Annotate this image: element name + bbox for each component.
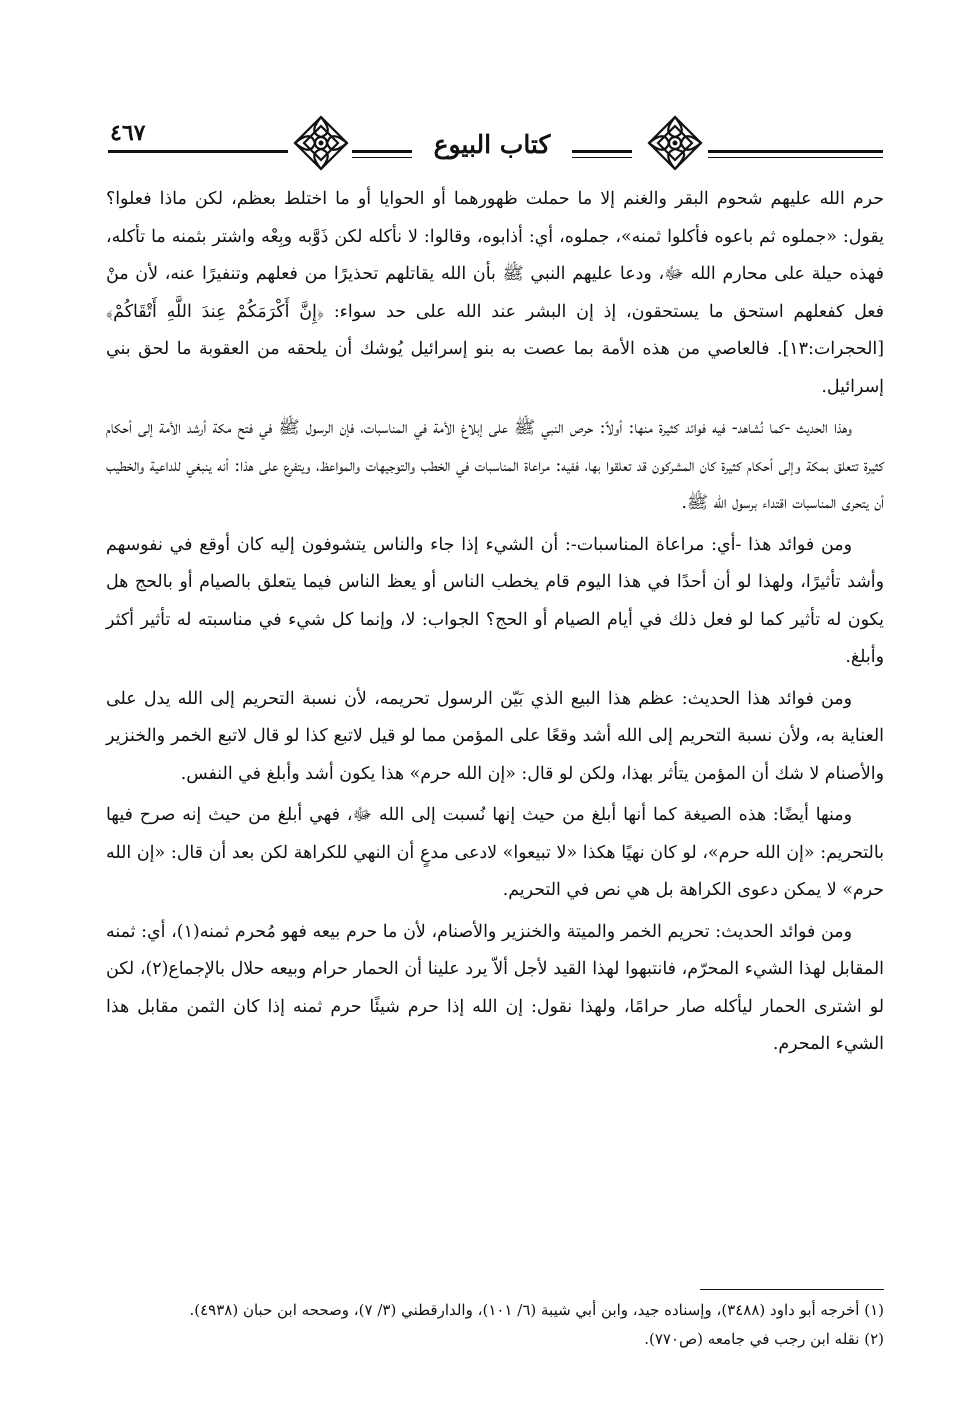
header-rule-right-thin [708, 157, 883, 158]
body-paragraph: ومن فوائد الحديث: تحريم الخمر والميتة والخنزير والأصنام، لأن ما حرم بيعه فهو مُحرم ثمنه(١)، أي: ثمنه المقابل لهذا الشيء المحرّم، فانتبهوا لهذا القيد لأجل ألاّ يرد علينا أن الحمار حرام وبيعه حلال بالإجماع(٢)، لكن لو اشترى الحمار ليأكله صار حرامًا، ولهذا نقول: إن الله إذا حرم شيئًا حرم ثمنه إذا كان الثمن مقابل هذا الشيء المحرم. [106, 921, 884, 1054]
body-paragraph: وهذا الحديث -كما نُشاهد- فيه فوائد كثيرة منها: أولاً: حرص النبي ﷺ على إبلاغ الأمة في المناسبات، فإن الرسول ﷺ في فتح مكة أرشد الأمة إلى أحكام كثيرة تتعلق بمكة وإلى أحكام كثيرة كان المشركون قد تعلقوا بها، ففيه: مراعاة المناسبات في الخطب والتوجيهات والمواعظ، ويتفرع على هذا: أنه ينبغي للداعية والخطيب أن يتحرى المناسبات اقتداء برسول الله ﷺ. [106, 418, 884, 513]
body-paragraph: حرم الله عليهم شحوم البقر والغنم إلا ما حملت ظهورهما أو الحوايا أو ما اختلط بعظم، لكن ماذا فعلوا؟ يقول: «جملوه ثم باعوه فأكلوا ثمنه»، جملوه، أي: أذابوه، وقالوا: لا نأكله لكن ذَوَّبه وبِعْه واشتر بثمنه ما تأكله، فهذه حيلة على محارم الله ﷻ، ودعا عليهم النبي ﷺ بأن الله يقاتلهم تحذيرًا من فعلهم وتنفيرًا عنه، لأن منْ فعل كفعلهم استحق ما يستحقون، إذ إن البشر عند الله على حد سواء: ﴿إِنَّ أَكْرَمَكُمْ عِندَ اللَّهِ أَتْقَاكُمْ﴾ [الحجرات:١٣]. فالعاصي من هذه الأمة بما عصت به بنو إسرائيل يُوشك أن يلحقه من العقوبة ما لحق بني إسرائيل. [106, 189, 884, 397]
header-rule-mid-right-thin [572, 157, 632, 158]
page-header [100, 110, 883, 180]
footnote: (٢) نقله ابن رجب في جامعه (ص٧٧٠). [644, 1330, 884, 1348]
body-paragraph: ومن فوائد هذا الحديث: عظم هذا البيع الذي بَيّن الرسول تحريمه، لأن نسبة التحريم إلى الله يدل على العناية به، ولأن نسبة التحريم إلى الله أشد وقعًا على المؤمن مما لو قيل لاتبع كذا لو قال لاتبع الخمر والخنزير والأصنام لا شك أن المؤمن يتأثر بهذا، ولكن لو قال: «إن الله حرم» هذا يكون أشد وأبلغ في النفس. [106, 688, 884, 784]
page-number: ٤٦٧ [110, 120, 146, 146]
header-rule-mid-left-thin [352, 157, 412, 158]
header-rule-mid-right [572, 150, 632, 153]
footnote: (١) أخرجه أبو داود (٣٤٨٨)، وإسناده جيد، وابن أبي شيبة (٦/ ١٠١)، والدارقطني (٣/ ٧)، وصححه ابن حبان (٤٩٣٨). [189, 1301, 884, 1319]
header-rule-left [178, 150, 288, 153]
body-paragraph: ومنها أيضًا: هذه الصيغة كما أنها أبلغ من حيث إنها نُسبت إلى الله ﷻ، فهي أبلغ من حيث إنه صرح فيها بالتحريم: «إن الله حرم»، لو كان نهيًا هكذا «لا تبيعوا» لادعى مدعٍ أن النهي للكراهة لكن بعد أن قال: «إن الله حرم» لا يمكن دعوى الكراهة بل هي نص في التحريم. [106, 805, 884, 900]
floral-ornament-right-icon [646, 114, 704, 172]
page-body [106, 181, 884, 1064]
footnotes [106, 1296, 884, 1354]
page-number-underline [108, 150, 178, 153]
footnote-separator [700, 1289, 884, 1290]
header-rule-right [708, 150, 883, 153]
book-title: كتاب البيوع [433, 130, 551, 159]
floral-ornament-left-icon [292, 114, 350, 172]
header-rule-mid-left [352, 150, 412, 153]
body-paragraph: ومن فوائد هذا -أي: مراعاة المناسبات-: أن الشيء إذا جاء والناس يتشوفون إليه كان أوقع في نفوسهم وأشد تأثيرًا، ولهذا لو أن أحدًا في هذا اليوم قام يخطب الناس أو يعظ الناس فيما يتعلق بالصيام أو بالحج هل يكون له تأثير كما لو فعل ذلك في أيام الصيام أو الحج؟ الجواب: لا، وإنما كل شيء في مناسبته له تأثير أكثر وأبلغ. [106, 534, 884, 667]
